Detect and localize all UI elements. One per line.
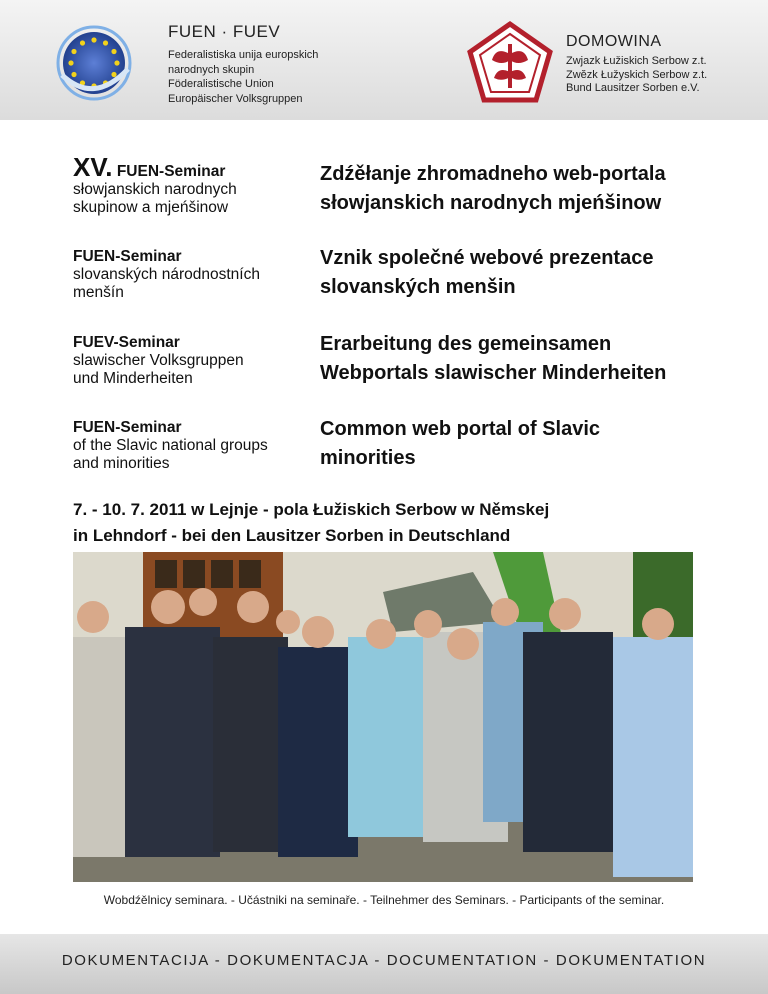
seminar-subtitle: menšín — [73, 284, 124, 301]
seminar-heading — [320, 244, 720, 302]
domowina-text-block — [566, 33, 707, 96]
seminar-label — [73, 419, 303, 473]
seminar-subtitle: and minorities — [73, 455, 170, 472]
footer-text: DOKUMENTACIJA - DOKUMENTACJA - DOCUMENTATION - DOKUMENTATION — [61, 952, 707, 969]
heading-line: słowjanskich narodnych mjeńšinow — [320, 192, 662, 214]
domowina-logo — [466, 20, 554, 104]
group-photo — [73, 552, 693, 882]
fuen-line: Europäischer Volksgruppen — [168, 92, 303, 105]
seminar-title: FUEN-Seminar — [73, 419, 182, 436]
header-bar — [0, 0, 768, 120]
event-dates — [73, 497, 549, 549]
fuen-text-block — [168, 22, 318, 106]
seminar-title: FUEN-Seminar — [73, 248, 182, 265]
fuen-logo — [56, 25, 132, 101]
seminar-subtitle: of the Slavic national groups — [73, 437, 268, 454]
domowina-title: DOMOWINA — [566, 33, 662, 50]
seminar-title: FUEN-Seminar — [116, 163, 226, 180]
seminar-heading — [320, 330, 720, 388]
fuen-title: FUEN · FUEV — [168, 22, 281, 41]
photo-caption: Wobdźělnicy seminara. - Učástniki na seminaře. - Teilnehmer des Seminars. - Participants of the seminar. — [103, 893, 665, 907]
seminar-subtitle: słowjanskich narodnych — [73, 181, 237, 198]
seminar-label — [73, 152, 303, 217]
seminar-subtitle: slawischer Volksgruppen — [73, 352, 244, 369]
heading-line: slovanských menšin — [320, 276, 516, 298]
fuen-line: Federalistiska unija europskich — [168, 49, 319, 61]
seminar-number: XV. — [73, 152, 113, 182]
group-photo-illustration — [73, 552, 693, 882]
domowina-line: Zwjazk Łužiskich Serbow z.t. — [566, 55, 707, 67]
fuen-line: Föderalistische Union — [168, 78, 274, 90]
heading-line: Zdźěłanje zhromadneho web-portala — [320, 163, 666, 185]
heading-line: Common web portal of Slavic — [320, 418, 601, 440]
heading-line: Erarbeitung des gemeinsamen — [320, 333, 612, 355]
seminar-label — [73, 334, 303, 388]
seminar-subtitle: slovanských národnostních — [73, 266, 260, 283]
seminar-heading — [320, 160, 720, 218]
domowina-line: Bund Lausitzer Sorben e.V. — [566, 82, 700, 94]
fuen-line: narodnych skupin — [168, 63, 255, 76]
seminar-label — [73, 248, 303, 302]
seminar-heading — [320, 415, 720, 473]
heading-line: Vznik společné webové prezentace — [320, 247, 654, 269]
dates-line: in Lehndorf - bei den Lausitzer Sorben in Deutschland — [73, 526, 511, 545]
seminar-subtitle: skupinow a mjeńšinow — [73, 199, 229, 216]
heading-line: minorities — [320, 447, 416, 469]
dates-line: 7. - 10. 7. 2011 w Lejnje - pola Łužiskich Serbow w Němskej — [73, 500, 550, 519]
domowina-line: Zwĕzk Łužyskich Serbow z.t. — [566, 68, 708, 81]
seminar-title: FUEV-Seminar — [73, 334, 180, 351]
seminar-subtitle: und Minderheiten — [73, 370, 193, 387]
footer-bar — [0, 934, 768, 994]
heading-line: Webportals slawischer Minderheiten — [320, 362, 667, 384]
